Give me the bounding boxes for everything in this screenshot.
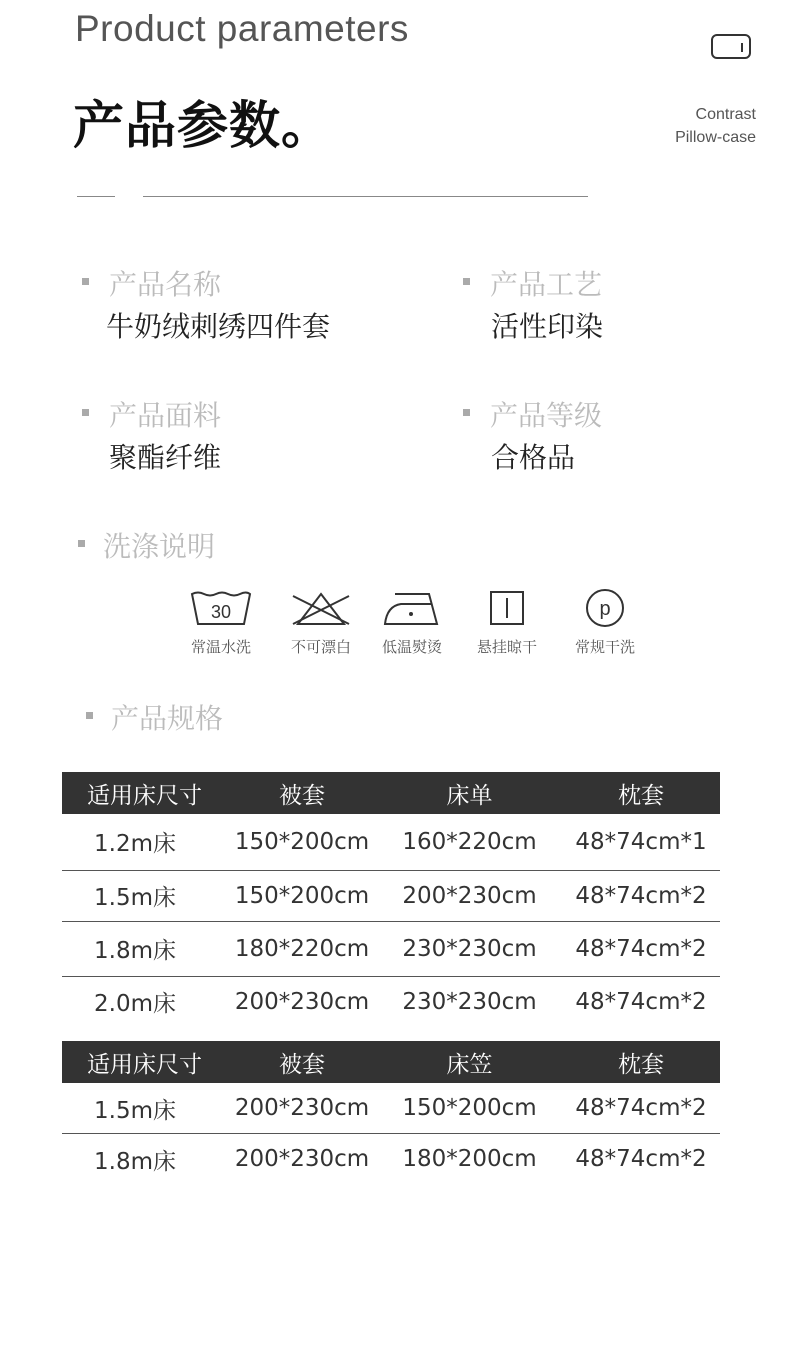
table-cell: 180*220cm <box>227 921 377 976</box>
table-row <box>62 1083 720 1134</box>
care-heading-label: 洗涤说明 <box>103 530 216 563</box>
table-cell: 48*74cm*2 <box>562 1083 720 1134</box>
table-row <box>62 1134 720 1185</box>
param-label: 产品名称 <box>109 268 222 301</box>
care-item-dry-clean <box>555 586 655 657</box>
table-cell: 200*230cm <box>234 988 370 1015</box>
title-chinese: 产品参数。 <box>73 97 334 156</box>
contrast-pillowcase-caption <box>675 103 756 149</box>
contrast-line: Contrast <box>695 106 756 123</box>
spec-table-1 <box>62 772 720 1027</box>
care-item-low-iron <box>362 586 462 657</box>
bullet-icon <box>463 409 470 416</box>
bullet-icon <box>82 278 89 285</box>
care-label: 不可漂白 <box>290 638 351 656</box>
table-header-cell: 枕套 <box>562 1041 720 1083</box>
pillowcase-line: Pillow-case <box>675 129 756 146</box>
param-label: 产品等级 <box>490 399 603 432</box>
no-bleach-icon <box>271 586 371 630</box>
table-cell: 1.5m床 <box>62 870 227 921</box>
wash-30-icon <box>171 586 271 630</box>
pillow-icon <box>711 34 751 59</box>
bullet-icon <box>82 409 89 416</box>
dry-clean-icon <box>555 586 655 630</box>
care-label: 悬挂晾干 <box>476 638 537 656</box>
param-value: 活性印染 <box>491 310 604 343</box>
table-row <box>62 814 720 870</box>
table-cell: 230*230cm <box>402 988 537 1015</box>
param-value: 聚酯纤维 <box>109 441 222 474</box>
table-row <box>62 870 720 921</box>
table-header-cell: 被套 <box>227 772 377 814</box>
specs-heading-label: 产品规格 <box>111 702 224 735</box>
table-cell: 160*220cm <box>377 814 562 870</box>
care-label: 常规干洗 <box>574 638 635 656</box>
care-label: 低温熨烫 <box>381 638 442 656</box>
care-item-no-bleach <box>271 586 371 657</box>
table-header-row <box>62 772 720 814</box>
table-header-cell: 被套 <box>227 1041 377 1083</box>
table-header-cell: 枕套 <box>562 772 720 814</box>
table-cell: 150*200cm <box>227 870 377 921</box>
table-cell: 1.2m床 <box>62 814 227 870</box>
param-label: 产品面料 <box>109 399 222 432</box>
hang-dry-icon <box>457 586 557 630</box>
low-iron-icon <box>362 586 462 630</box>
param-label: 产品工艺 <box>490 268 603 301</box>
table-cell: 200*230cm <box>227 1083 377 1134</box>
table-cell: 150*200cm <box>227 814 377 870</box>
table-cell: 150*200cm <box>377 1083 562 1134</box>
care-label: 常温水洗 <box>190 638 251 656</box>
bullet-icon <box>78 540 85 547</box>
table-cell: 1.5m床 <box>62 1083 227 1134</box>
table-cell: 48*74cm*2 <box>575 988 707 1015</box>
table-header-row <box>62 1041 720 1083</box>
table-header-cell: 床单 <box>377 772 562 814</box>
table-header-cell: 适用床尺寸 <box>62 1041 227 1083</box>
table-row <box>62 976 720 1027</box>
table-cell: 200*230cm <box>234 1146 370 1172</box>
table-cell: 180*200cm <box>402 1146 537 1172</box>
table-cell: 48*74cm*1 <box>562 814 720 870</box>
divider-short <box>77 196 115 197</box>
spec-table-2 <box>62 1041 720 1184</box>
table-header-cell: 适用床尺寸 <box>62 772 227 814</box>
table-row <box>62 921 720 976</box>
bullet-icon <box>86 712 93 719</box>
table-cell: 48*74cm*2 <box>562 870 720 921</box>
wash-temp-glyph: 30 <box>210 602 232 622</box>
table-cell: 200*230cm <box>377 870 562 921</box>
table-cell: 48*74cm*2 <box>575 1146 707 1172</box>
table-cell: 1.8m床 <box>94 1148 176 1175</box>
param-value: 合格品 <box>491 441 576 474</box>
table-header-cell: 床笠 <box>377 1041 562 1083</box>
bullet-icon <box>463 278 470 285</box>
divider-long <box>143 196 588 197</box>
param-value: 牛奶绒刺绣四件套 <box>106 310 331 343</box>
table-cell: 2.0m床 <box>94 991 176 1017</box>
dry-clean-glyph: p <box>599 598 611 620</box>
care-item-hang-dry <box>457 586 557 657</box>
table-cell: 48*74cm*2 <box>562 921 720 976</box>
care-item-wash <box>171 586 271 657</box>
table-cell: 1.8m床 <box>62 921 227 976</box>
table-cell: 230*230cm <box>377 921 562 976</box>
title-english: Product parameters <box>75 8 409 49</box>
